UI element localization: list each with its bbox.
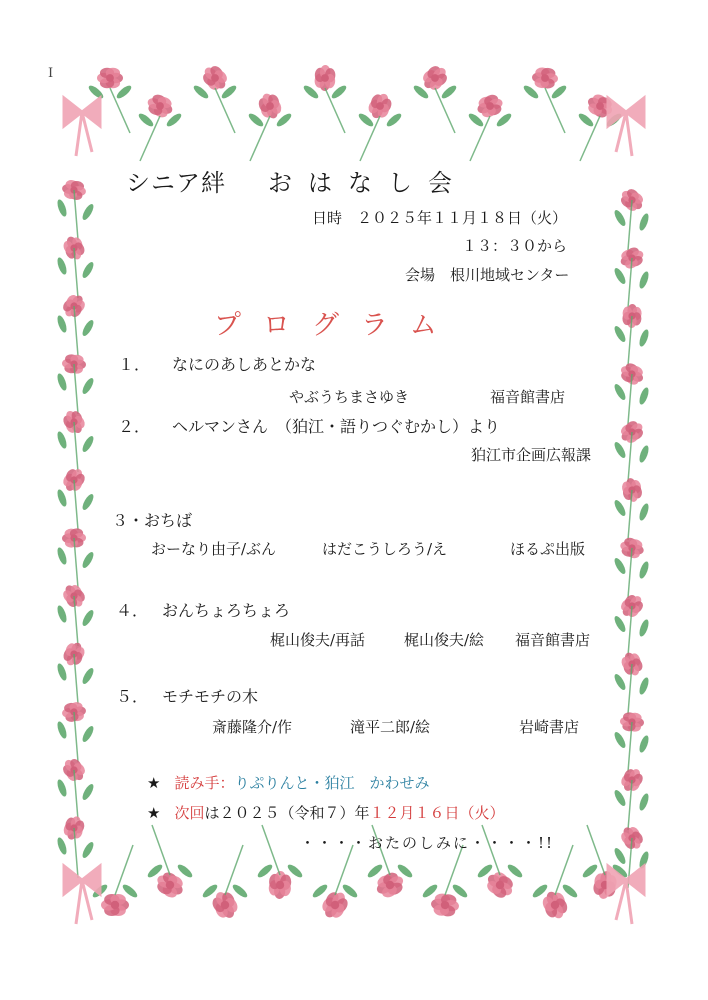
leaf <box>612 440 627 459</box>
item-1-publisher: 福音館書店 <box>490 388 566 406</box>
leaf <box>176 863 194 880</box>
item-4-reteller: 梶山俊夫/再話 <box>270 631 366 649</box>
leaf <box>80 724 95 743</box>
next-session-line <box>147 802 505 823</box>
item-3-illustrator: はだこうしろう/え <box>322 540 448 558</box>
leaf <box>56 256 69 275</box>
leaf <box>638 444 651 463</box>
event-date: 日時 ２０２５年１１月１８日（火） <box>312 209 568 227</box>
item-2-title <box>118 414 500 437</box>
item-5-illustrator: 滝平二郎/絵 <box>350 718 431 736</box>
item-3-book: おちば <box>144 511 193 530</box>
leaf <box>506 863 524 880</box>
leaf <box>80 840 95 859</box>
star-icon: ★ <box>147 804 161 822</box>
title-group-name: シニア絆 <box>126 169 226 197</box>
leaf <box>612 498 627 517</box>
item-2-book: ヘルマンさん （狛江・語りつぐむかし）より <box>172 417 501 436</box>
ribbon-bow <box>608 98 644 156</box>
leaf <box>56 546 69 565</box>
leaf <box>56 604 69 623</box>
item-1-book: なにのあしあとかな <box>172 355 317 374</box>
program-heading: プログラム <box>214 310 459 341</box>
leaf <box>56 488 69 507</box>
leaf <box>80 666 95 685</box>
leaf <box>80 492 95 511</box>
leaf <box>311 883 329 900</box>
event-time: １３：３０から <box>462 237 568 255</box>
leaf <box>80 260 95 279</box>
leaf <box>56 778 69 797</box>
item-3-publisher: ほるぷ出版 <box>510 540 586 558</box>
leaf <box>577 112 595 129</box>
leaf <box>612 672 627 691</box>
leaf <box>165 112 183 129</box>
item-4-book: おんちょろちょろ <box>162 601 291 620</box>
leaf <box>56 198 69 217</box>
item-4-title <box>116 598 290 621</box>
leaf <box>612 788 627 807</box>
leaf <box>275 112 293 129</box>
title-event-name: おはなし会 <box>268 169 468 197</box>
leaf <box>638 560 651 579</box>
item-2-number: ２． <box>118 417 151 436</box>
leaf <box>638 386 651 405</box>
leaf <box>638 734 651 753</box>
leaf <box>385 112 403 129</box>
leaf <box>80 782 95 801</box>
leaf <box>80 608 95 627</box>
leaf <box>192 84 210 101</box>
leaf <box>137 112 155 129</box>
leaf <box>612 324 627 343</box>
corner-mark: I <box>48 66 54 81</box>
item-4-number: ４． <box>116 601 149 620</box>
leaf <box>612 208 627 227</box>
leaf <box>56 314 69 333</box>
item-3-number: ３・ <box>112 511 145 530</box>
leaf <box>80 202 95 221</box>
carnation-flower <box>430 893 460 918</box>
next-date: １２月１６日（火） <box>369 804 505 822</box>
item-5-author: 斎藤隆介/作 <box>212 718 293 736</box>
item-3-title <box>112 508 192 531</box>
item-1-number: １． <box>118 355 151 374</box>
item-1-title <box>118 352 316 375</box>
reader-line <box>147 772 429 793</box>
item-2-publisher: 狛江市企画広報課 <box>471 446 592 464</box>
item-4-publisher: 福音館書店 <box>515 631 591 649</box>
leaf <box>561 883 579 900</box>
leaf <box>612 266 627 285</box>
item-4-illustrator: 梶山俊夫/絵 <box>404 631 485 649</box>
carnation-flower <box>474 92 505 120</box>
carnation-flower <box>101 894 129 916</box>
item-3-author: おーなり由子/ぶん <box>151 540 277 558</box>
leaf <box>231 883 249 900</box>
ribbon-bow <box>64 98 100 156</box>
leaf <box>80 318 95 337</box>
reader-label: 読み手： <box>174 774 235 792</box>
event-venue: 会場 根川地域センター <box>405 266 570 284</box>
item-1-credit: やぶうちまさゆき <box>289 388 410 406</box>
leaf <box>80 550 95 569</box>
leaf <box>80 434 95 453</box>
leaf <box>638 502 651 521</box>
carnation-flower <box>97 68 123 89</box>
leaf <box>440 84 458 101</box>
leaf <box>56 720 69 739</box>
leaf <box>612 730 627 749</box>
next-mid: は２０２５（令和７）年 <box>204 804 370 822</box>
carnation-flower <box>531 67 558 89</box>
closing-line: ・・・・おたのしみに・・・・!! <box>300 834 555 852</box>
leaf <box>638 212 651 231</box>
leaf <box>612 614 627 633</box>
leaf <box>56 836 69 855</box>
item-5-number: ５． <box>116 687 149 706</box>
leaf <box>638 328 651 347</box>
carnation-flower <box>209 887 242 922</box>
leaf <box>638 270 651 289</box>
leaf <box>638 618 651 637</box>
item-5-title <box>116 684 258 707</box>
leaf <box>612 382 627 401</box>
leaf <box>56 430 69 449</box>
leaf <box>612 556 627 575</box>
leaf <box>638 676 651 695</box>
leaf <box>56 662 69 681</box>
leaf <box>80 376 95 395</box>
reader-names: りぷりんと・狛江 かわせみ <box>234 774 430 792</box>
page-title <box>126 163 468 198</box>
star-icon: ★ <box>147 774 161 792</box>
leaf <box>612 846 627 865</box>
next-label: 次回 <box>174 804 205 822</box>
carnation-flower <box>314 65 335 92</box>
leaf <box>638 792 651 811</box>
item-5-book: モチモチの木 <box>162 687 259 706</box>
item-5-publisher: 岩崎書店 <box>519 718 580 736</box>
leaf <box>56 372 69 391</box>
